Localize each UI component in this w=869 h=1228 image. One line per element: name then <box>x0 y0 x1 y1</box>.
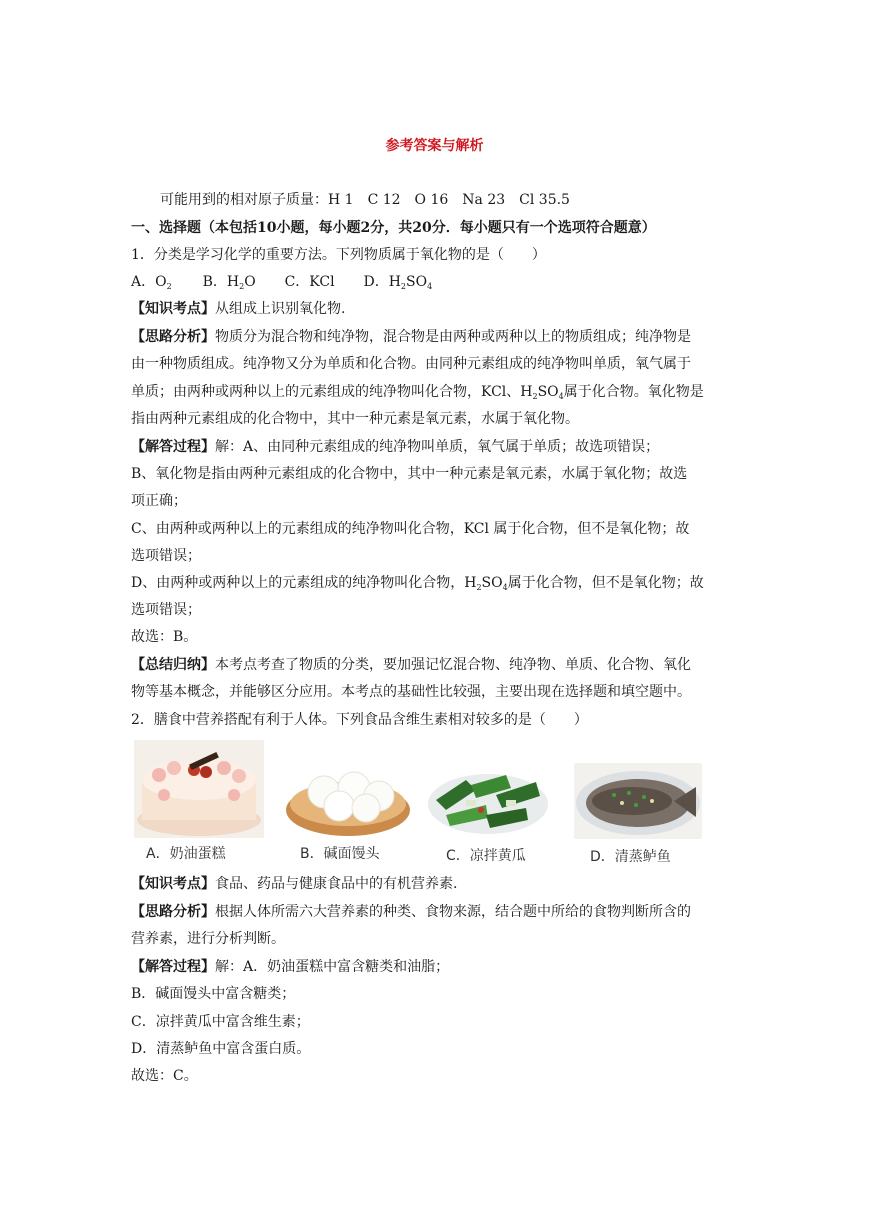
q1-summary-2: 物等基本概念，并能够区分应用。本考点的基础性比较强，主要出现在选择题和填空题中。 <box>131 684 691 700</box>
caption-b: B．碱面馒头 <box>300 846 380 862</box>
bun-image <box>284 758 412 838</box>
q2-process-b: B．碱面馒头中富含糖类； <box>131 986 296 1002</box>
caption-a: A．奶油蛋糕 <box>146 846 226 862</box>
q1-process-b1: B、氧化物是指由两种元素组成的化合物中，其中一种元素是氧元素，水属于氧化物；故选 <box>131 466 688 482</box>
page-title: 参考答案与解析 <box>385 138 484 154</box>
q1-process-d2: 选项错误； <box>131 602 201 618</box>
q2-process-1: 【解答过程】解：A．奶油蛋糕中富含糖类和油脂； <box>131 959 450 975</box>
q1-summary-1: 【总结归纳】本考点考查了物质的分类，要加强记忆混合物、纯净物、单质、化合物、氧化 <box>131 657 691 673</box>
q1-option-d: D．$H_2SO_4$ <box>363 274 433 291</box>
process-tag: 【解答过程】 <box>131 959 215 975</box>
analysis-tag: 【思路分析】 <box>131 904 215 920</box>
fish-picture <box>574 763 702 839</box>
cake-image <box>134 740 264 838</box>
knowledge-tag: 【知识考点】 <box>131 876 215 892</box>
q1-option-c: C．KCl <box>284 274 335 290</box>
q1-process-d1: D、由两种或两种以上的元素组成的纯净物叫化合物，$H_2SO_4$属于化合物，但不是氧化物；故 <box>131 575 704 592</box>
q1-analysis-4: 指由两种元素组成的化合物中，其中一种元素是氧元素，水属于氧化物。 <box>131 411 579 427</box>
q1-answer: 故选：B。 <box>131 629 198 645</box>
q2-analysis-1: 【思路分析】根据人体所需六大营养素的种类、食物来源，结合题中所给的食物判断所含的 <box>131 904 691 920</box>
q1-knowledge-point: 【知识考点】从组成上识别氧化物. <box>131 301 346 317</box>
cucumber-image <box>426 760 550 838</box>
q1-analysis-2: 由一种物质组成。纯净物又分为单质和化合物。由同种元素组成的纯净物叫单质，氧气属于 <box>131 356 691 372</box>
cake-picture <box>134 740 264 838</box>
q1-option-b: B．$H_2O$ <box>202 274 256 291</box>
q1-process-b2: 项正确； <box>131 493 187 509</box>
knowledge-tag: 【知识考点】 <box>131 301 215 317</box>
caption-c: C．凉拌黄瓜 <box>446 848 526 864</box>
q2-knowledge-point: 【知识考点】食品、药品与健康食品中的有机营养素. <box>131 876 458 892</box>
atomic-mass-line: 可能用到的相对原子质量：H 1 C 12 O 16 Na 23 Cl 35.5 <box>160 192 570 208</box>
q2-analysis-2: 营养素，进行分析判断。 <box>131 931 285 947</box>
q1-process-1: 【解答过程】解：A、由同种元素组成的纯净物叫单质，氧气属于单质；故选项错误； <box>131 439 660 455</box>
caption-d: D．清蒸鲈鱼 <box>590 849 671 865</box>
q1-analysis-3: 单质；由两种或两种以上的元素组成的纯净物叫化合物，KCl、$H_2SO_4$属于化合物。氧化物是 <box>131 384 704 401</box>
analysis-tag: 【思路分析】 <box>131 329 215 345</box>
fish-image <box>574 763 702 839</box>
summary-tag: 【总结归纳】 <box>131 657 215 673</box>
cucumber-picture <box>426 760 550 838</box>
q2-answer: 故选：C。 <box>131 1068 198 1084</box>
q2-process-c: C．凉拌黄瓜中富含维生素； <box>131 1014 310 1030</box>
q1-process-c2: 选项错误； <box>131 548 201 564</box>
q1-options <box>131 272 432 292</box>
q1-stem: 1．分类是学习化学的重要方法。下列物质属于氧化物的是（ ） <box>131 247 546 263</box>
q1-process-c1: C、由两种或两种以上的元素组成的纯净物叫化合物，KCl 属于化合物，但不是氧化物；故 <box>131 521 690 537</box>
q1-option-a: A．$O_2$ <box>131 274 172 291</box>
process-tag: 【解答过程】 <box>131 439 215 455</box>
section-heading: 一、选择题（本包括10小题，每小题2分，共20分．每小题只有一个选项符合题意） <box>131 220 656 236</box>
q2-stem: 2．膳食中营养搭配有利于人体。下列食品含维生素相对较多的是（ ） <box>131 712 588 728</box>
q2-process-d: D．清蒸鲈鱼中富含蛋白质。 <box>131 1041 311 1057</box>
q1-analysis-1: 【思路分析】物质分为混合物和纯净物，混合物是由两种或两种以上的物质组成；纯净物是 <box>131 329 691 345</box>
bun-picture <box>284 758 412 838</box>
